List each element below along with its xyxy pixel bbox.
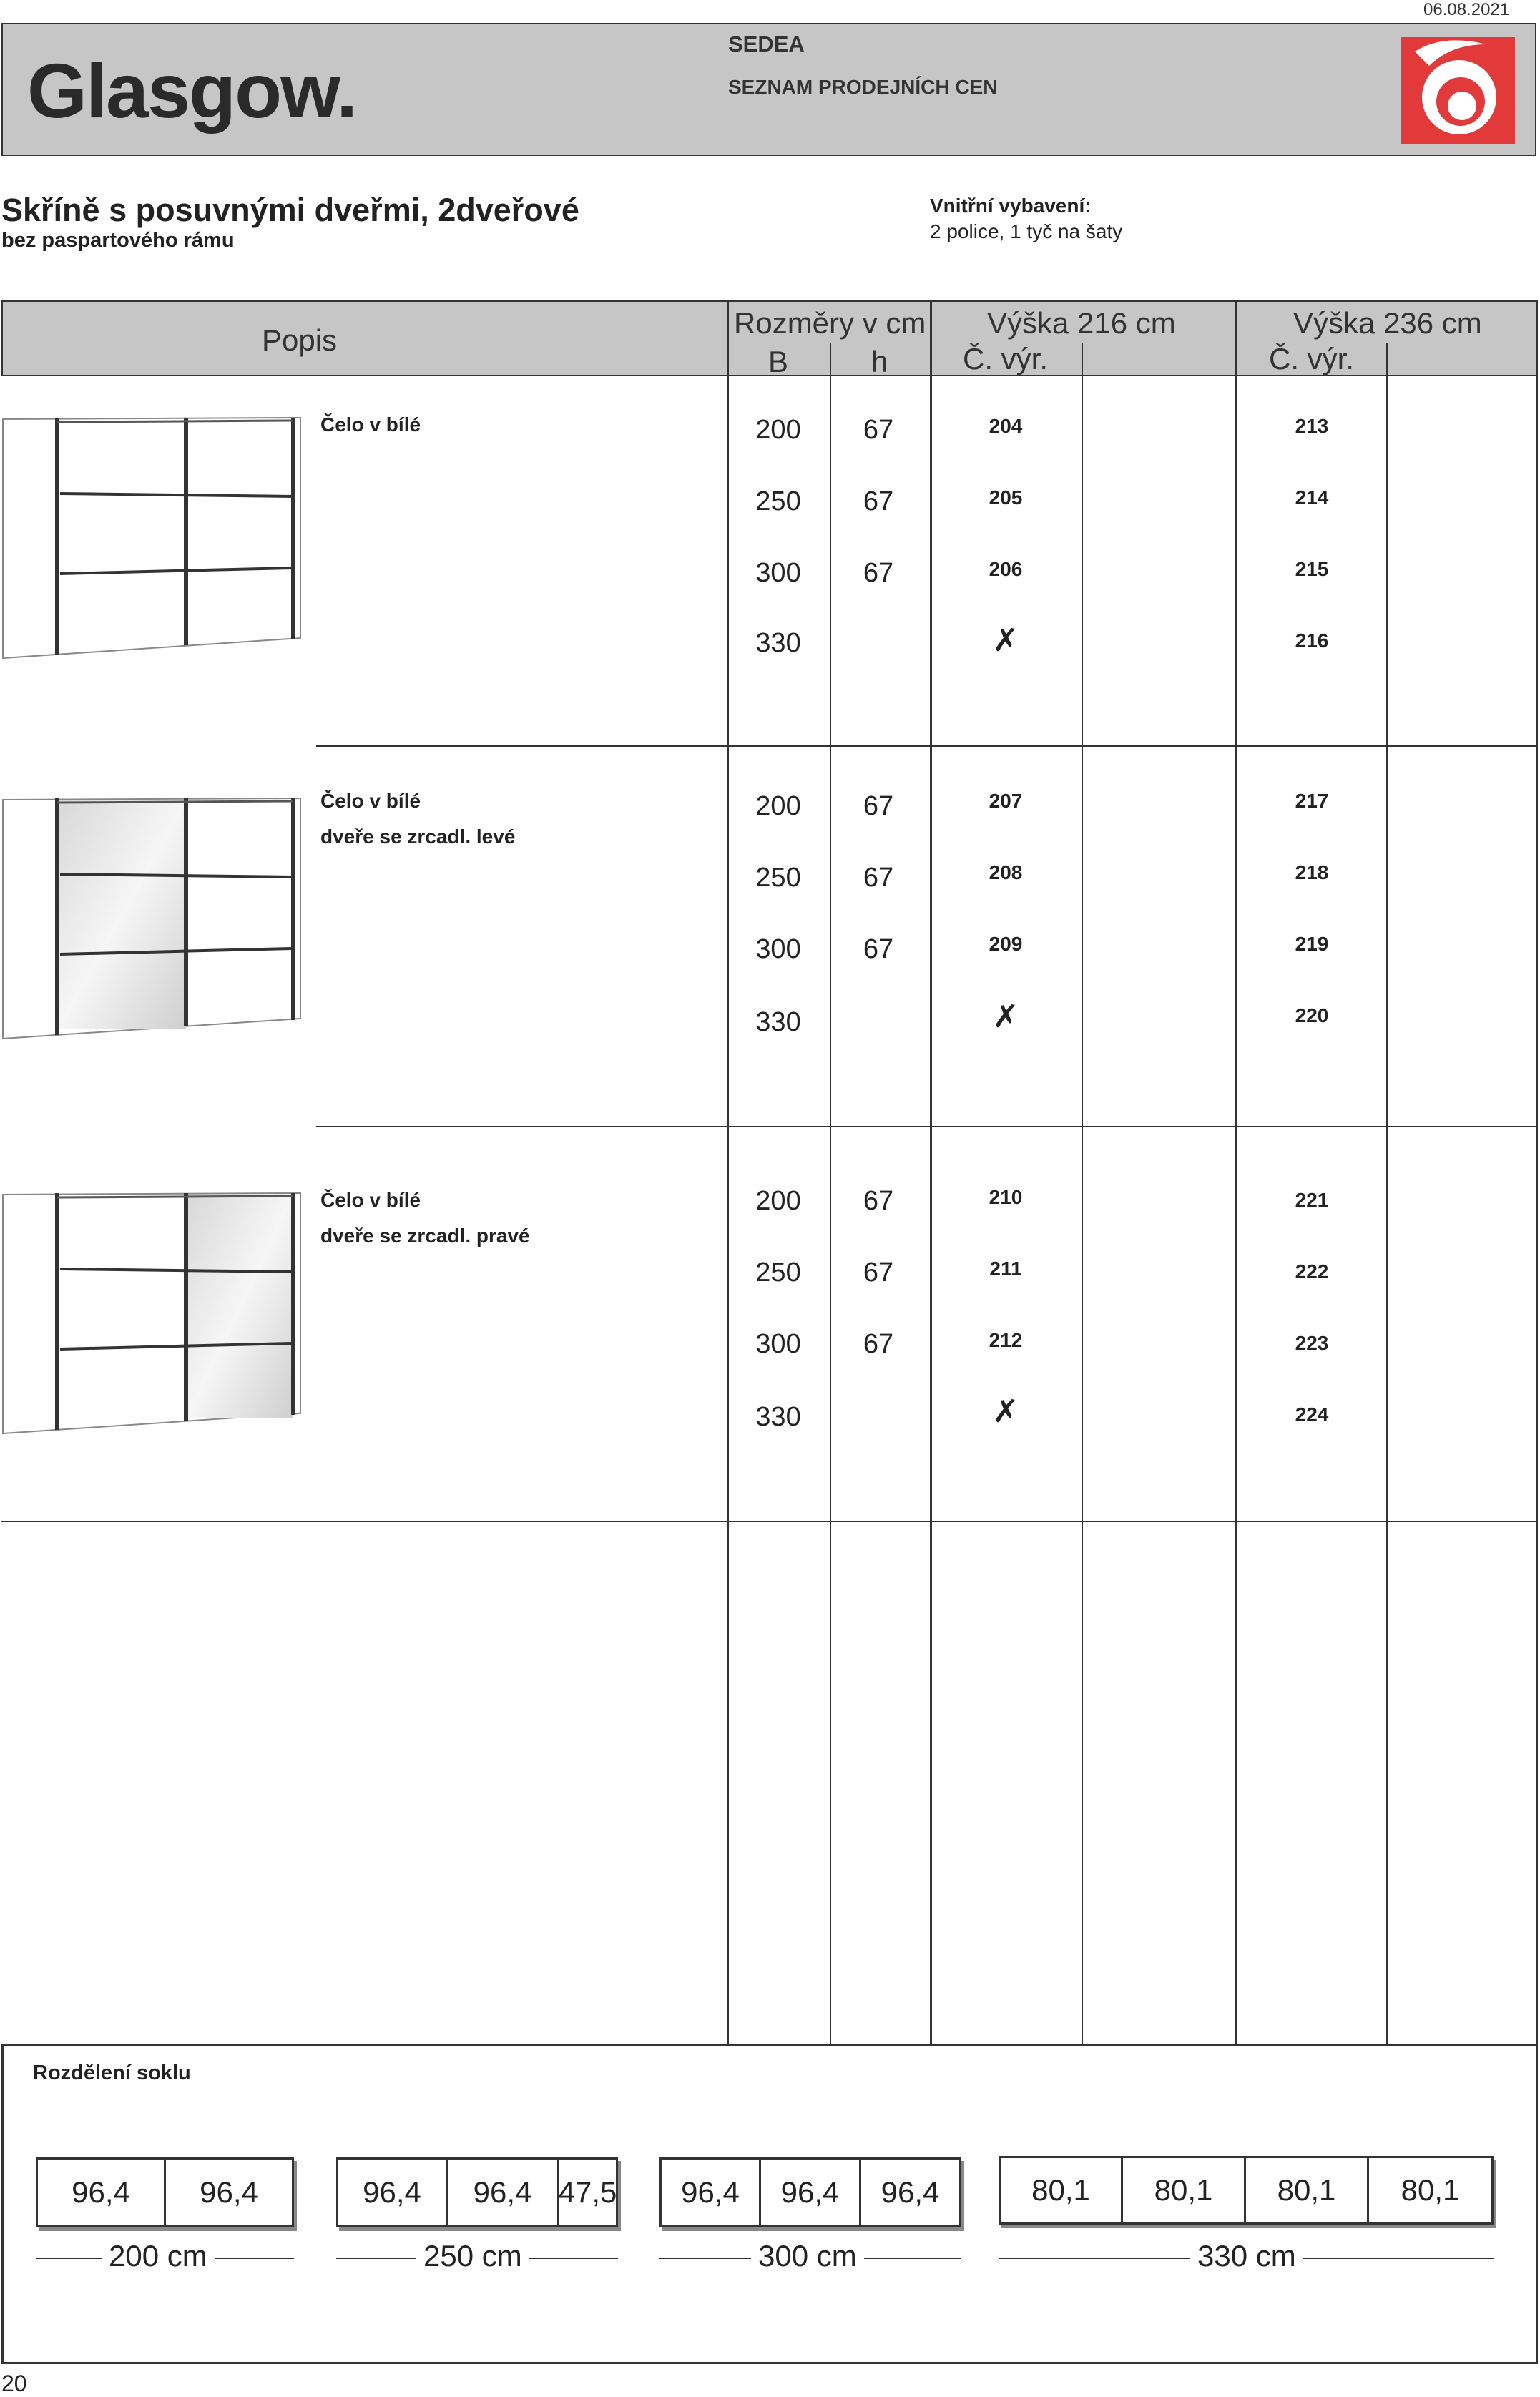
- header-height-236: Výška 236 cm: [1293, 306, 1482, 340]
- row1-size3-code216: 206: [989, 558, 1023, 580]
- row2-size4-code236: 220: [1295, 1004, 1329, 1026]
- header-divider: [1386, 343, 1388, 376]
- row3-size3-b: 300: [755, 1329, 801, 1359]
- row3-size2-code236: 222: [1295, 1260, 1329, 1283]
- row1-size1-b: 200: [755, 415, 801, 445]
- row2-size1-b: 200: [755, 791, 801, 821]
- equipment-text: 2 police, 1 tyč na šaty: [930, 220, 1123, 242]
- wardrobe-image-white: [0, 415, 308, 661]
- header-cvyr-236: Č. výr.: [1269, 342, 1355, 376]
- row2-size2-h: 67: [863, 863, 894, 893]
- row3-size3-h: 67: [863, 1329, 894, 1359]
- row1-size1-code216: 204: [989, 415, 1023, 437]
- plinth-segment: 80,1: [999, 2156, 1123, 2225]
- plinth-group-300: [659, 2157, 961, 2227]
- plinth-segment: 96,4: [336, 2157, 448, 2227]
- row2-size1-code216: 207: [989, 790, 1023, 812]
- plinth-segment: 80,1: [1369, 2156, 1494, 2225]
- row2-size2-b: 250: [755, 863, 801, 893]
- row3-size1-h: 67: [863, 1186, 894, 1216]
- row1-size3-code236: 215: [1295, 558, 1329, 580]
- row1-not-available-mark: ✗: [992, 623, 1019, 658]
- plinth-total-200: 200 cm: [102, 2239, 215, 2273]
- header-divider: [1082, 343, 1083, 376]
- row2-size4-b: 330: [755, 1007, 801, 1037]
- plinth-total-330: 330 cm: [1190, 2239, 1303, 2273]
- column-line: [1536, 376, 1538, 2044]
- column-line: [1082, 376, 1083, 2044]
- plinth-total-250: 250 cm: [416, 2239, 529, 2273]
- row2-size1-code236: 217: [1295, 790, 1329, 812]
- header-divider: [930, 300, 932, 376]
- row1-size1-code236: 213: [1295, 415, 1329, 437]
- plinth-total-300: 300 cm: [751, 2239, 864, 2273]
- plinth-segment: 96,4: [36, 2157, 166, 2227]
- row1-size2-code216: 205: [989, 486, 1023, 509]
- column-line: [727, 376, 729, 2044]
- column-line: [1386, 376, 1388, 2044]
- company-name: SEDEA: [728, 31, 805, 57]
- plinth-segment: 96,4: [659, 2157, 761, 2227]
- plinth-segment: 80,1: [1246, 2156, 1369, 2225]
- plinth-group-200: [36, 2157, 294, 2227]
- brand-title: Glasgow.: [27, 47, 357, 134]
- row3-size2-h: 67: [863, 1258, 894, 1288]
- header-divider: [727, 300, 729, 376]
- header-divider: [830, 343, 831, 376]
- plinth-segment: 47,5: [559, 2157, 618, 2227]
- plinth-segment: 80,1: [1123, 2156, 1246, 2225]
- row3-not-available-mark: ✗: [992, 1394, 1019, 1429]
- header-divider: [1235, 300, 1237, 376]
- row2-description-detail: dveře se zrcadl. levé: [320, 825, 516, 848]
- row2-not-available-mark: ✗: [992, 999, 1019, 1034]
- row3-size2-b: 250: [755, 1258, 801, 1288]
- row-separator: [316, 745, 1538, 747]
- plinth-segment: 96,4: [166, 2157, 294, 2227]
- header-b: B: [768, 345, 789, 378]
- row3-size1-code236: 221: [1295, 1189, 1329, 1211]
- company-logo: [1401, 37, 1515, 144]
- plinth-segment: 96,4: [861, 2157, 961, 2227]
- row3-size3-code216: 212: [989, 1329, 1023, 1351]
- row3-size4-code236: 224: [1295, 1403, 1329, 1426]
- plinth-segment: 96,4: [448, 2157, 559, 2227]
- row2-size3-code236: 219: [1295, 933, 1329, 955]
- row3-description: Čelo v bílé: [320, 1189, 421, 1211]
- plinth-group-250: [336, 2157, 618, 2227]
- header-popis: Popis: [262, 323, 338, 357]
- row1-description: Čelo v bílé: [320, 413, 421, 436]
- row-separator: [316, 1126, 1538, 1127]
- row1-size2-h: 67: [863, 486, 894, 516]
- row-separator: [1, 1521, 1538, 1522]
- row1-size2-b: 250: [755, 486, 801, 516]
- row1-size4-b: 330: [755, 628, 801, 658]
- print-date: 06.08.2021: [1423, 0, 1510, 19]
- column-line: [930, 376, 932, 2044]
- wardrobe-image-mirror-left: [0, 795, 308, 1041]
- header-cvyr-216: Č. výr.: [963, 342, 1049, 376]
- section-subtitle: bez paspartového rámu: [1, 229, 235, 252]
- row2-description: Čelo v bílé: [320, 790, 421, 812]
- row2-size2-code236: 218: [1295, 861, 1329, 883]
- plinth-title: Rozdělení soklu: [33, 2062, 191, 2084]
- row2-size1-h: 67: [863, 791, 894, 821]
- equipment-title: Vnitřní vybavení:: [930, 195, 1092, 217]
- column-line: [1235, 376, 1237, 2044]
- row1-size3-h: 67: [863, 558, 894, 588]
- row2-size3-code216: 209: [989, 933, 1023, 955]
- row3-size2-code216: 211: [989, 1258, 1022, 1280]
- row3-size3-code236: 223: [1295, 1332, 1329, 1354]
- wardrobe-image-mirror-right: [0, 1190, 308, 1436]
- header-height-216: Výška 216 cm: [987, 306, 1176, 340]
- row1-size4-code236: 216: [1295, 629, 1329, 652]
- row1-size2-code236: 214: [1295, 486, 1329, 509]
- column-line: [830, 376, 831, 2044]
- plinth-group-330: [999, 2156, 1494, 2225]
- row3-size4-b: 330: [755, 1402, 801, 1432]
- row2-size3-h: 67: [863, 934, 894, 964]
- row2-size2-code216: 208: [989, 861, 1023, 883]
- row3-size1-code216: 210: [989, 1186, 1023, 1208]
- page-number: 20: [1, 2371, 27, 2396]
- plinth-segment: 96,4: [761, 2157, 861, 2227]
- row2-size3-b: 300: [755, 934, 801, 964]
- row3-size1-b: 200: [755, 1186, 801, 1216]
- price-list-title: SEZNAM PRODEJNÍCH CEN: [728, 76, 998, 98]
- header-h: h: [871, 345, 888, 378]
- header-dimensions: Rozměry v cm: [734, 306, 926, 340]
- row1-size1-h: 67: [863, 415, 894, 445]
- row1-size3-b: 300: [755, 558, 801, 588]
- section-title: Skříně s posuvnými dveřmi, 2dveřové: [1, 192, 579, 228]
- row3-description-detail: dveře se zrcadl. pravé: [320, 1225, 530, 1247]
